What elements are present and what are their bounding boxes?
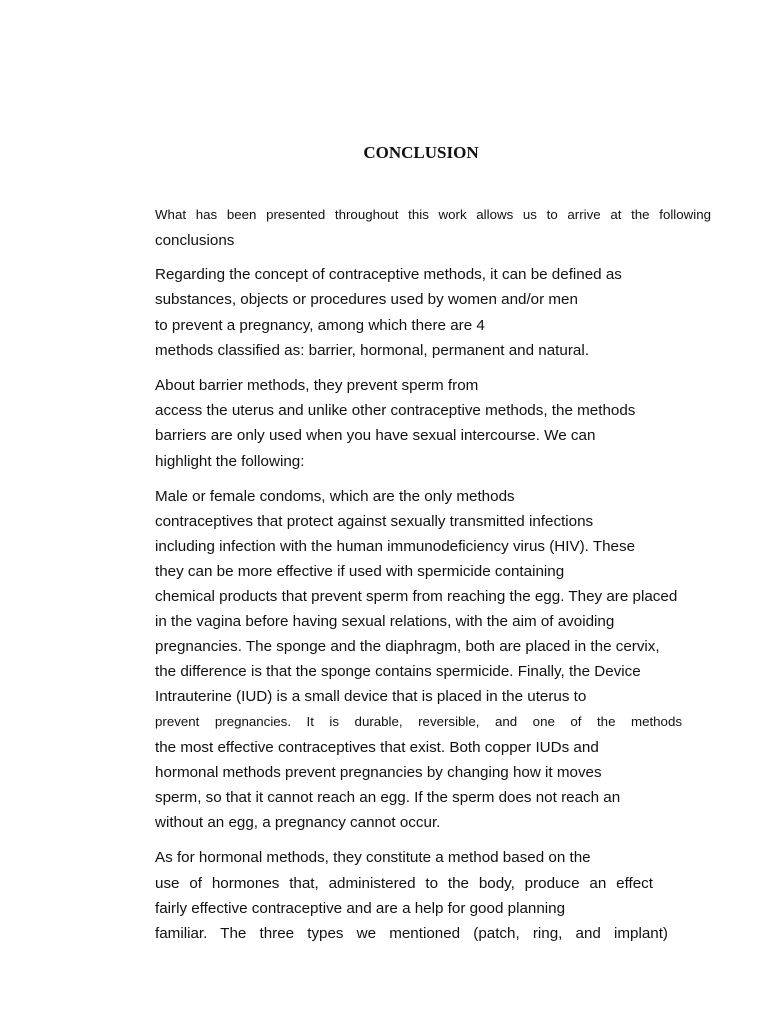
text-line: sperm, so that it cannot reach an egg. If the sperm does not reach an — [155, 789, 621, 806]
text-line: including infection with the human immunodeficiency virus (HIV). These — [155, 538, 636, 555]
text-line: highlight the following: — [155, 453, 305, 470]
text-line: fairly effective contraceptive and are a help for good planning — [155, 900, 566, 917]
text-line: hormonal methods prevent pregnancies by changing how it moves — [155, 764, 602, 781]
text-line: the most effective contraceptives that exist. Both copper IUDs and — [155, 739, 599, 756]
text-line: use of hormones that, administered to the body, produce an effect — [155, 875, 653, 892]
text-line: barriers are only used when you have sexual intercourse. We can — [155, 427, 596, 444]
text-line: in the vagina before having sexual relations, with the aim of avoiding — [155, 613, 615, 630]
text-line: As for hormonal methods, they constitute a method based on the — [155, 849, 591, 866]
text-line: the difference is that the sponge contains spermicide. Finally, the Device — [155, 663, 641, 680]
text-line: Intrauterine (IUD) is a small device that is placed in the uterus to — [155, 688, 587, 705]
text-line: Male or female condoms, which are the only methods — [155, 488, 515, 505]
text-line: access the uterus and unlike other contraceptive methods, the methods — [155, 402, 636, 419]
text-line: prevent pregnancies. It is durable, reversible, and one of the methods — [155, 714, 682, 729]
text-line: Regarding the concept of contraceptive methods, it can be defined as — [155, 266, 622, 283]
text-line: substances, objects or procedures used by women and/or men — [155, 291, 578, 308]
text-line: contraceptives that protect against sexually transmitted infections — [155, 513, 594, 530]
text-line: methods classified as: barrier, hormonal, permanent and natural. — [155, 342, 589, 359]
text-line: familiar. The three types we mentioned (patch, ring, and implant) — [155, 925, 668, 942]
text-line: without an egg, a pregnancy cannot occur. — [155, 814, 441, 831]
text-line: pregnancies. The sponge and the diaphragm, both are placed in the cervix, — [155, 638, 660, 655]
text-line: to prevent a pregnancy, among which there are 4 — [155, 317, 485, 334]
text-line: conclusions — [155, 232, 235, 249]
text-line: About barrier methods, they prevent sperm from — [155, 377, 479, 394]
text-line: chemical products that prevent sperm from reaching the egg. They are placed — [155, 588, 678, 605]
page-title: CONCLUSION — [363, 143, 479, 162]
text-line: What has been presented throughout this work allows us to arrive at the following — [155, 207, 711, 222]
text-line: they can be more effective if used with spermicide containing — [155, 563, 565, 580]
